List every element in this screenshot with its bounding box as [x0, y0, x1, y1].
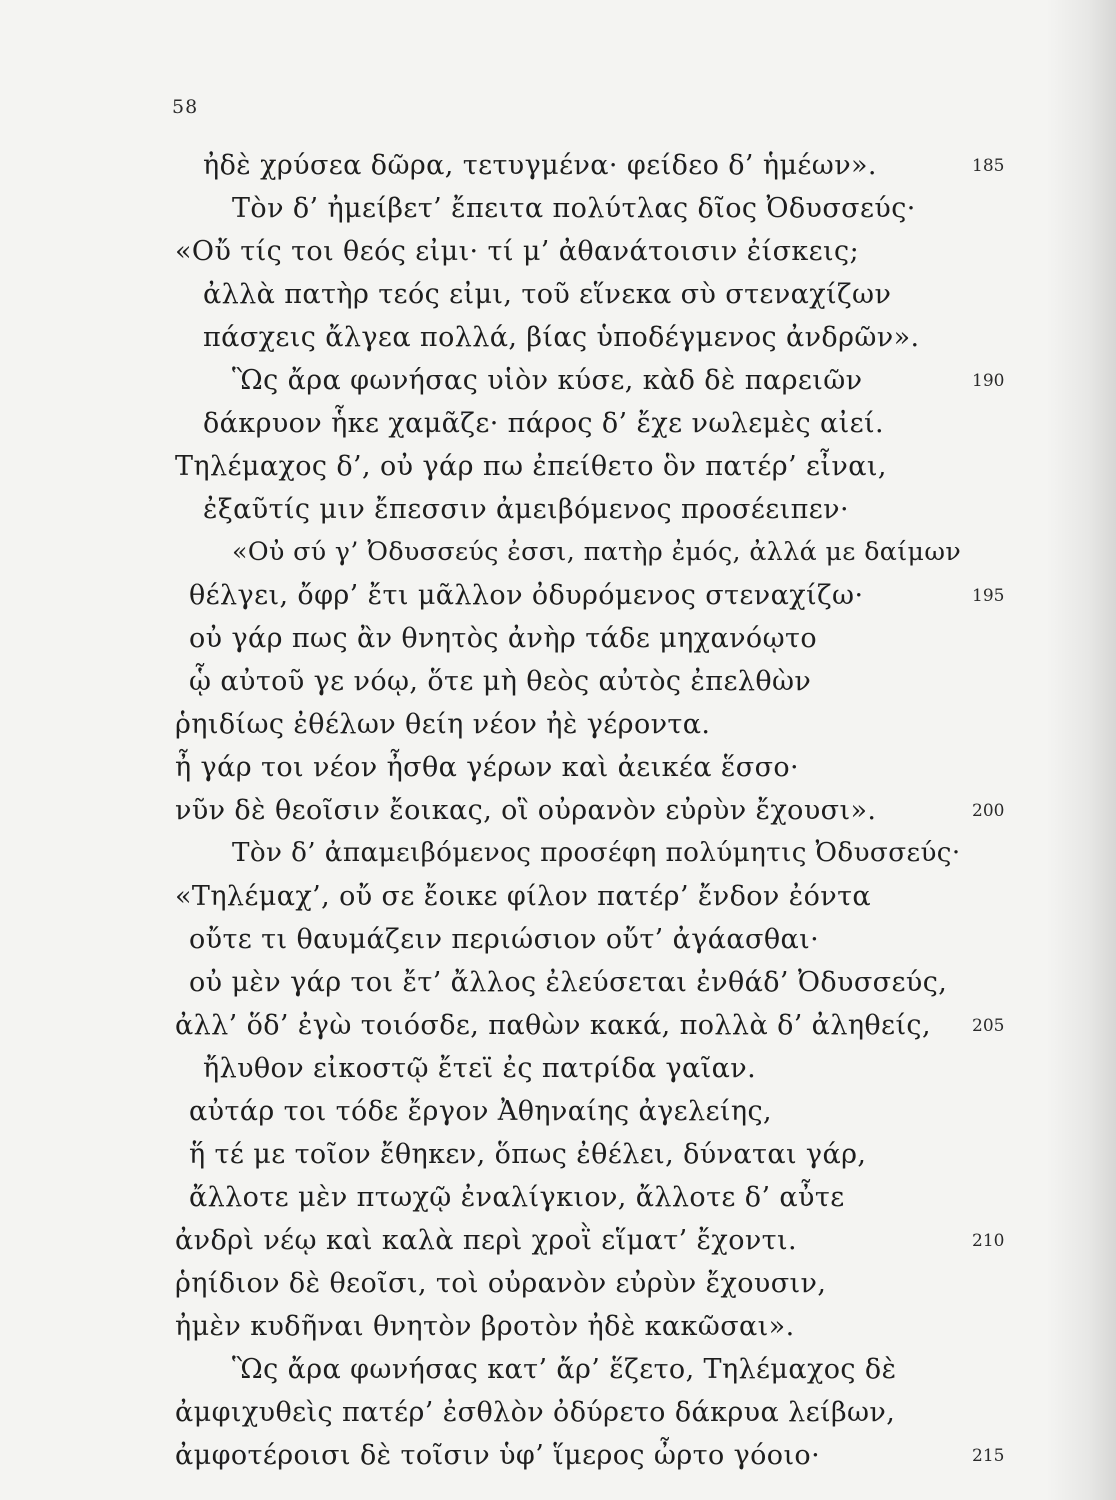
- verse-line: οὐ γάρ πως ἂν θνητὸς ἀνὴρ τάδε μηχανόῳτο: [189, 623, 817, 654]
- verse-line: ἦ γάρ τοι νέον ἦσθα γέρων καὶ ἀεικέα ἕσσο·: [175, 752, 800, 783]
- line-number: 195: [972, 586, 1005, 606]
- verse-line: αὐτάρ τοι τόδε ἔργον Ἀθηναίης ἀγελείης,: [189, 1096, 772, 1127]
- verse-line: ἥ τέ με τοῖον ἔθηκεν, ὅπως ἐθέλει, δύναται γάρ,: [189, 1139, 867, 1170]
- verse-line: «Οὐ σύ γ’ Ὀδυσσεύς ἐσσι, πατὴρ ἐμός, ἀλλά με δαίμων: [232, 537, 962, 566]
- verse-line: Ὣς ἄρα φωνήσας υἱὸν κύσε, κὰδ δὲ παρειῶν: [232, 365, 863, 396]
- verse-line: νῦν δὲ θεοῖσιν ἔοικας, οἳ οὐρανὸν εὐρὺν ἔχουσι».: [175, 795, 877, 826]
- verse-line: Τὸν δ’ ἠμείβετ’ ἔπειτα πολύτλας δῖος Ὀδυσσεύς·: [232, 193, 916, 224]
- line-number: 200: [972, 801, 1005, 821]
- verse-line: ἠμὲν κυδῆναι θνητὸν βροτὸν ἠδὲ κακῶσαι».: [175, 1311, 795, 1342]
- verse-line: ἀμφοτέροισι δὲ τοῖσιν ὑφ’ ἵμερος ὦρτο γόοιο·: [175, 1440, 821, 1471]
- line-number: 205: [972, 1016, 1005, 1036]
- verse-line: «Τηλέμαχ’, οὔ σε ἔοικε φίλον πατέρ’ ἔνδον ἐόντα: [175, 881, 872, 912]
- verse-line: ῥηιδίως ἐθέλων θείη νέον ἠὲ γέροντα.: [175, 709, 711, 740]
- verse-line: ἀλλὰ πατὴρ τεός εἰμι, τοῦ εἵνεκα σὺ στεναχίζων: [203, 279, 892, 310]
- verse-line: ἄλλοτε μὲν πτωχῷ ἐναλίγκιον, ἄλλοτε δ’ αὖτε: [189, 1182, 845, 1213]
- verse-line: ῥηίδιον δὲ θεοῖσι, τοὶ οὐρανὸν εὐρὺν ἔχουσιν,: [175, 1268, 827, 1299]
- page-edge-shadow: [1046, 0, 1116, 1500]
- verse-line: οὐ μὲν γάρ τοι ἔτ’ ἄλλος ἐλεύσεται ἐνθάδ’ Ὀδυσσεύς,: [189, 967, 948, 998]
- verse-line: πάσχεις ἄλγεα πολλά, βίας ὑποδέγμενος ἀνδρῶν».: [203, 322, 920, 353]
- verse-line: Τηλέμαχος δ’, οὐ γάρ πω ἐπείθετο ὃν πατέρ’ εἶναι,: [175, 451, 887, 482]
- verse-line: θέλγει, ὄφρ’ ἔτι μᾶλλον ὀδυρόμενος στεναχίζω·: [189, 580, 864, 611]
- verse-line: ἤλυθον εἰκοστῷ ἔτεϊ ἐς πατρίδα γαῖαν.: [203, 1053, 757, 1084]
- verse-line: ἀμφιχυθεὶς πατέρ’ ἐσθλὸν ὀδύρετο δάκρυα λείβων,: [175, 1397, 896, 1428]
- line-number: 185: [972, 156, 1005, 176]
- verse-line: ἀλλ’ ὅδ’ ἐγὼ τοιόσδε, παθὼν κακά, πολλὰ δ’ ἀληθείς,: [175, 1010, 931, 1041]
- verse-line: Ὣς ἄρα φωνήσας κατ’ ἄρ’ ἕζετο, Τηλέμαχος δὲ: [232, 1354, 897, 1385]
- verse-line: οὔτε τι θαυμάζειν περιώσιον οὔτ’ ἀγάασθαι·: [189, 924, 820, 955]
- verse-line: ἀνδρὶ νέῳ καὶ καλὰ περὶ χροῒ εἵματ’ ἔχοντι.: [175, 1225, 797, 1256]
- verse-line: Τὸν δ’ ἀπαμειβόμενος προσέφη πολύμητις Ὀδυσσεύς·: [232, 838, 961, 868]
- verse-line: ἐξαῦτίς μιν ἔπεσσιν ἀμειβόμενος προσέειπεν·: [203, 494, 849, 525]
- page-number: 58: [172, 96, 199, 118]
- verse-line: ᾧ αὐτοῦ γε νόῳ, ὅτε μὴ θεὸς αὐτὸς ἐπελθὼν: [189, 666, 812, 697]
- verse-line: «Οὔ τίς τοι θεός εἰμι· τί μ’ ἀθανάτοισιν ἐίσκεις;: [175, 236, 860, 267]
- line-number: 215: [972, 1446, 1005, 1466]
- line-number: 210: [972, 1231, 1005, 1251]
- verse-line: δάκρυον ἧκε χαμᾶζε· πάρος δ’ ἔχε νωλεμὲς αἰεί.: [203, 408, 884, 439]
- verse-line: ἠδὲ χρύσεα δῶρα, τετυγμένα· φείδεο δ’ ἡμέων».: [203, 150, 877, 181]
- line-number: 190: [972, 371, 1005, 391]
